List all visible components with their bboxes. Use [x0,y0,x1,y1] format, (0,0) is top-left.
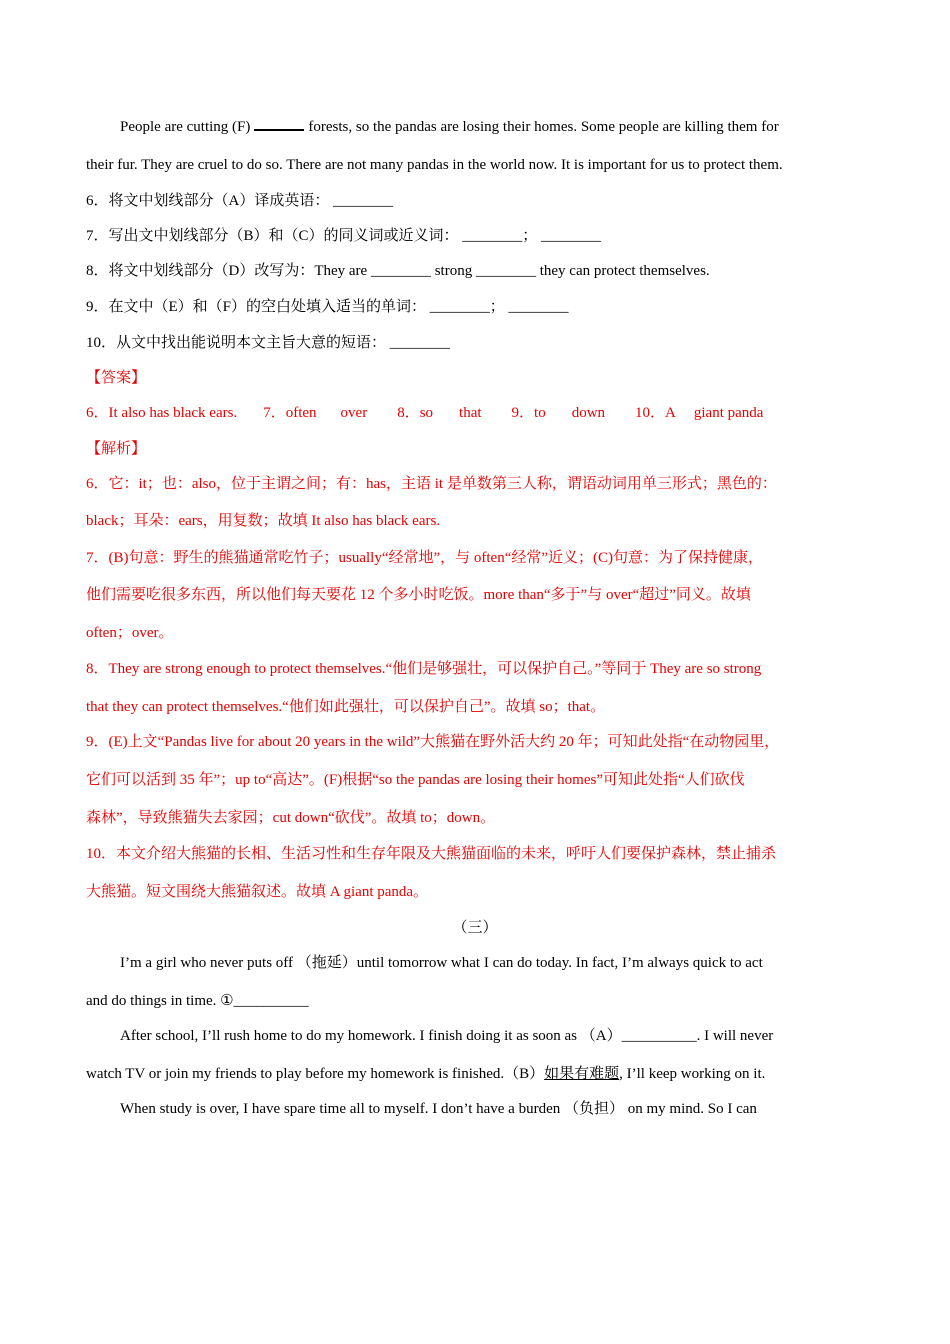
passage-text: People are cutting (F) [120,119,251,135]
answer-heading: 【答案】 [86,370,147,386]
analysis-line: 它们可以活到 35 年”；up to“高达”。(F)根据“so the pandas are losing their homes”可知此处指“人们砍伐 [86,772,745,788]
answer-9-b: down [571,405,606,421]
passage-text: forests, so the pandas are losing their homes. Some people are killing them for [308,119,779,135]
analysis-line: that they can protect themselves.“他们如此强壮，可以保护自己”。故填 so；that。 [86,699,606,715]
passage-line [120,117,779,137]
answer-line [86,403,763,423]
answer-8: 8．so [397,405,434,421]
passage-line: When study is over, I have spare time all to myself. I don’t have a burden （负担） on my mind. So I can [120,1101,757,1117]
section-title: （三） [452,920,498,936]
question-6: 6．将文中划线部分（A）译成英语： ________ [86,193,394,209]
question-7: 7．写出文中划线部分（B）和（C）的同义词或近义词： ________； ________ [86,228,602,244]
analysis-line: 6．它：it；也：also，位于主谓之间；有：has，主语 it 是单数第三人称，谓语动词用单三形式；黑色的： [86,476,777,492]
answer-6: 6．It also has black ears. [86,405,238,421]
answer-7: 7．often [263,405,317,421]
passage-line: After school, I’ll rush home to do my homework. I finish doing it as soon as （A）__________. I will never [120,1028,774,1044]
passage-text: , I’ll keep working on it. [619,1066,766,1082]
passage-line [86,1064,765,1084]
answer-9: 9．to [511,405,546,421]
analysis-line: 大熊猫。短文围绕大熊猫叙述。故填 A giant panda。 [86,884,429,900]
question-10: 10．从文中找出能说明本文主旨大意的短语： ________ [86,335,450,351]
analysis-line: often；over。 [86,625,174,641]
analysis-line: black；耳朵：ears，用复数；故填 It also has black ears. [86,513,441,529]
underlined-phrase: 如果有难题 [544,1066,620,1082]
answer-8-b: that [459,405,482,421]
analysis-line: 7．(B)句意：野生的熊猫通常吃竹子；usually“经常地”，与 often“经常”近义；(C)句意：为了保持健康， [86,550,764,566]
analysis-line: 森林”，导致熊猫失去家园；cut down“砍伐”。故填 to；down。 [86,810,496,826]
analysis-line: 10．本文介绍大熊猫的长相、生活习性和生存年限及大熊猫面临的未来，呼吁人们要保护森林，禁止捕杀 [86,846,777,862]
analysis-line: 9．(E)上文“Pandas live for about 20 years in the wild”大熊猫在野外活大约 20 年；可知此处指“在动物园里， [86,734,780,750]
answer-blank [254,117,304,131]
passage-line: their fur. They are cruel to do so. There are not many pandas in the world now. It is important for us to protect them. [86,157,783,173]
passage-line: and do things in time. ①__________ [86,993,309,1009]
answer-7-b: over [340,405,368,421]
analysis-line: 8．They are strong enough to protect themselves.“他们是够强壮，可以保护自己。”等同于 They are so strong [86,661,762,677]
passage-line: I’m a girl who never puts off （拖延）until tomorrow what I can do today. In fact, I’m always quick to act [120,955,763,971]
analysis-line: 他们需要吃很多东西，所以他们每天要花 12 个多小时吃饭。more than“多于”与 over“超过”同义。故填 [86,587,751,603]
question-9: 9．在文中（E）和（F）的空白处填入适当的单词： ________； ________ [86,299,569,315]
answer-10: 10．A [635,405,676,421]
answer-10-b: giant panda [693,405,764,421]
question-8: 8．将文中划线部分（D）改写为：They are ________ strong ________ they can protect themselves. [86,263,710,279]
analysis-heading: 【解析】 [86,441,147,457]
passage-text: watch TV or join my friends to play before my homework is finished.（B） [86,1066,545,1082]
